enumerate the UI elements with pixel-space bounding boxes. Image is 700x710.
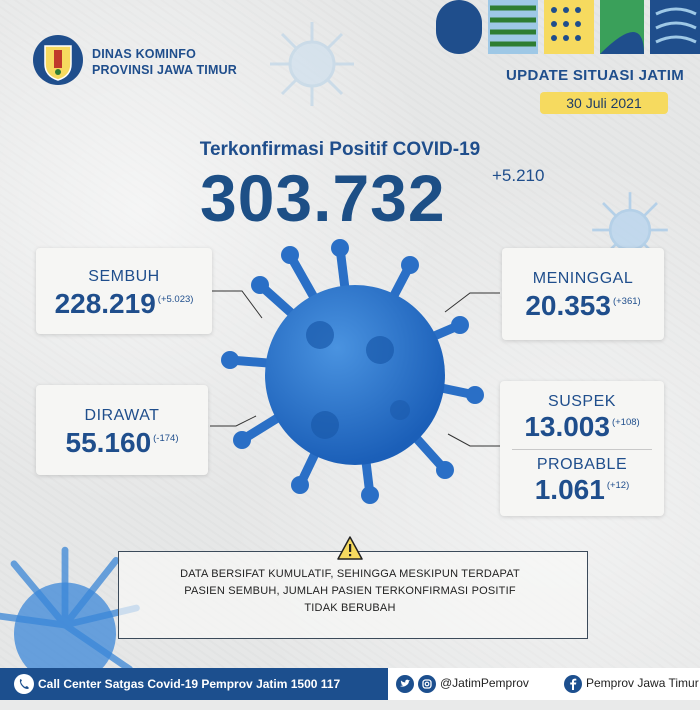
suspek-value-row <box>500 411 664 443</box>
probable-delta: (+12) <box>606 480 630 491</box>
sembuh-value: 228.219 <box>54 288 156 319</box>
notice-text <box>0 566 700 617</box>
instagram-icon[interactable] <box>418 675 436 693</box>
social-handle[interactable]: @JatimPemprov <box>440 676 529 690</box>
meninggal-value-row <box>502 290 664 322</box>
dirawat-label: DIRAWAT <box>84 407 160 424</box>
org-line-1: DINAS KOMINFO <box>92 47 196 61</box>
twitter-icon[interactable] <box>396 675 414 693</box>
sembuh-label: SEMBUH <box>88 268 160 285</box>
update-title: UPDATE SITUASI JATIM <box>506 67 684 84</box>
card-meninggal <box>502 248 664 340</box>
card-dirawat <box>36 385 208 475</box>
sembuh-delta: (+5.023) <box>157 294 194 305</box>
facebook-icon[interactable] <box>564 675 582 693</box>
date-badge: 30 Juli 2021 <box>540 92 668 114</box>
headline-text: Terkonfirmasi Positif COVID-19 <box>199 139 481 160</box>
footer-bar <box>0 668 700 700</box>
probable-value-row <box>500 474 664 506</box>
suspek-delta: (+108) <box>611 417 640 428</box>
card-divider <box>512 449 652 450</box>
meninggal-label: MENINGGAL <box>532 270 634 287</box>
probable-label: PROBABLE <box>536 456 628 473</box>
probable-value: 1.061 <box>534 474 605 505</box>
suspek-value: 13.003 <box>524 411 610 442</box>
dirawat-value-row <box>36 427 208 459</box>
footer-social <box>388 668 700 700</box>
org-line-2: PROVINSI JAWA TIMUR <box>92 63 238 77</box>
meninggal-value: 20.353 <box>525 290 611 321</box>
warning-icon <box>337 536 363 560</box>
notice-line-2: PASIEN SEMBUH, JUMLAH PASIEN TERKONFIRMASI POSITIF <box>184 585 516 597</box>
notice-line-1: DATA BERSIFAT KUMULATIF, SEHINGGA MESKIPUN TERDAPAT <box>180 568 520 580</box>
total-delta: +5.210 <box>492 166 545 185</box>
dirawat-value: 55.160 <box>65 427 152 458</box>
card-suspek-probable <box>500 381 664 516</box>
card-sembuh <box>36 248 212 334</box>
call-center-text: Call Center Satgas Covid-19 Pemprov Jatim 1500 117 <box>38 677 341 691</box>
sembuh-value-row <box>36 288 212 320</box>
notice-line-3: TIDAK BERUBAH <box>304 602 396 614</box>
meninggal-delta: (+361) <box>612 296 641 307</box>
facebook-page[interactable]: Pemprov Jawa Timur <box>586 676 699 690</box>
phone-icon <box>14 674 34 694</box>
total-confirmed: 303.732 <box>200 161 446 235</box>
suspek-label: SUSPEK <box>548 393 616 410</box>
dirawat-delta: (-174) <box>153 433 179 444</box>
